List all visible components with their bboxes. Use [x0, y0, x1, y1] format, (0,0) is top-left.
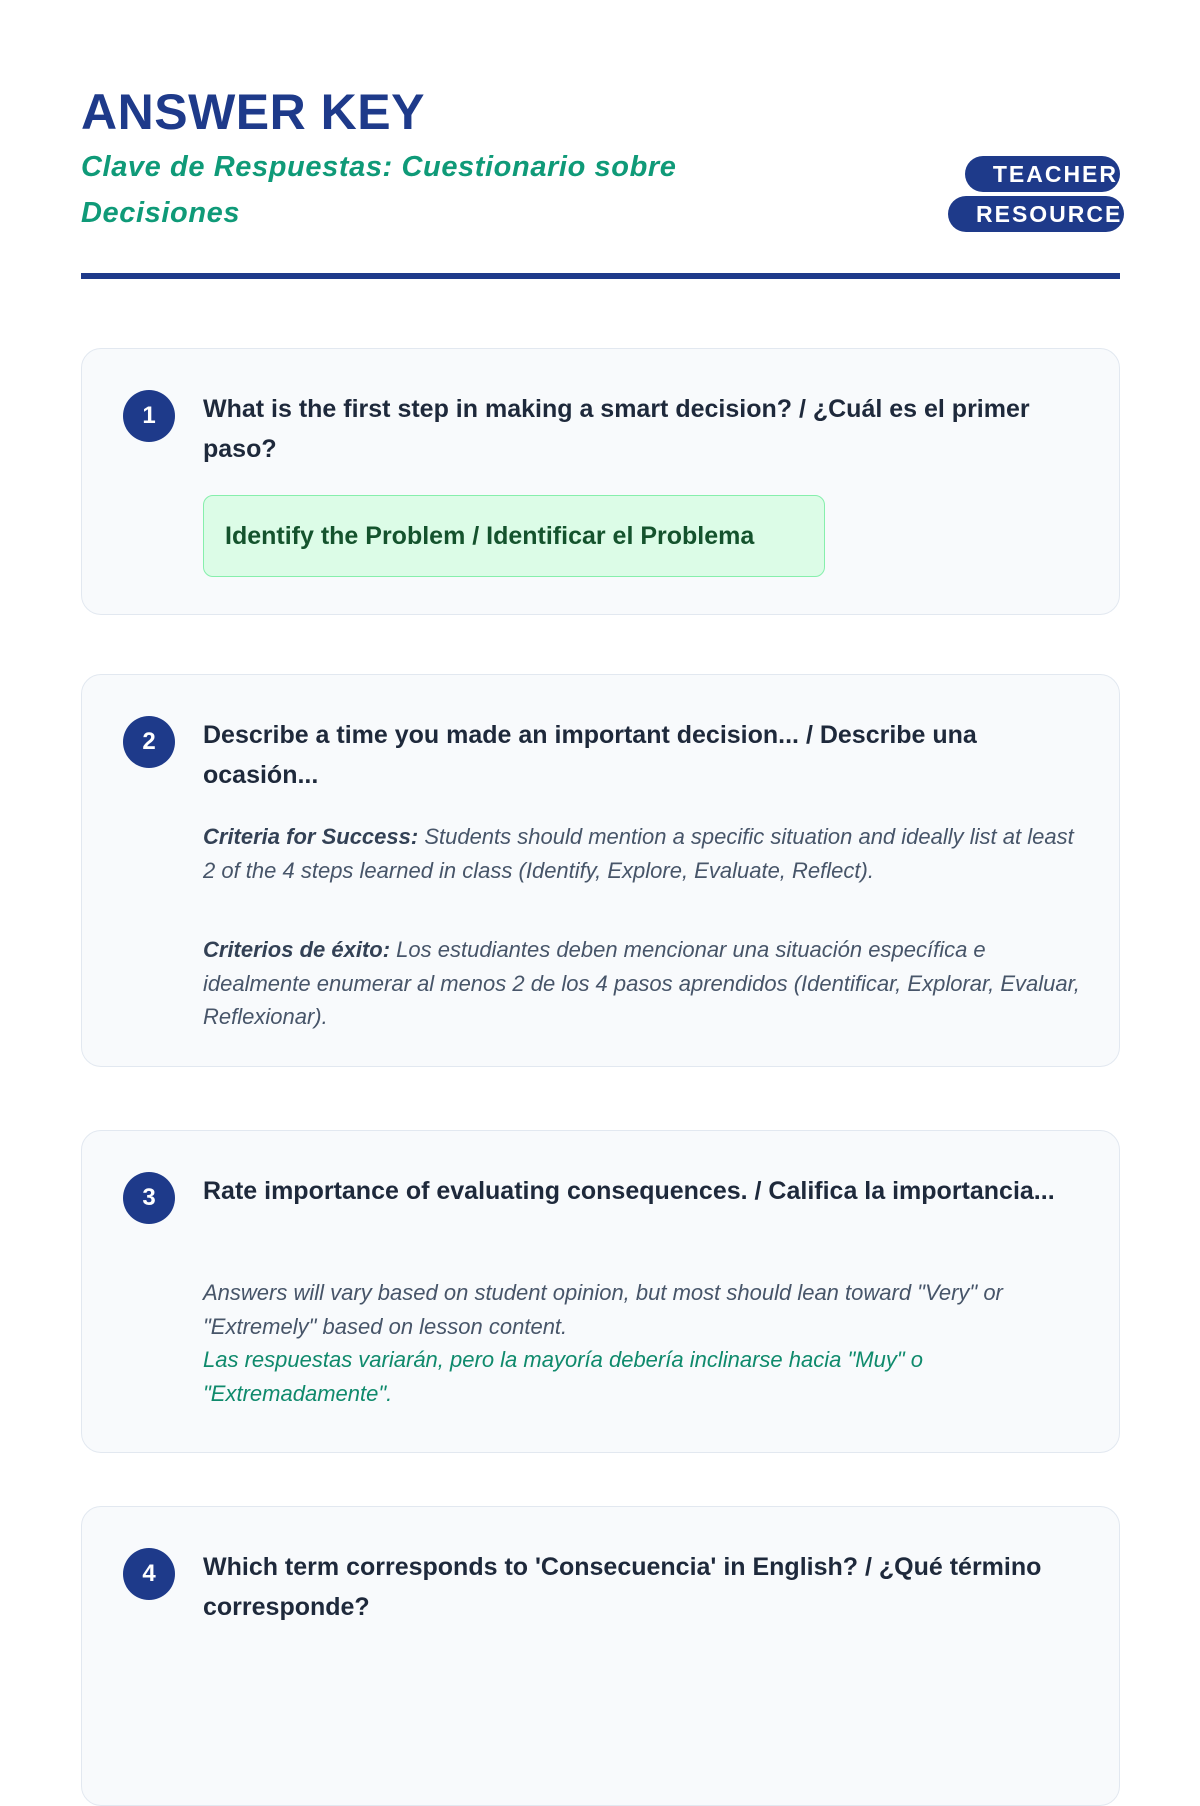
criteria-english: [203, 820, 1083, 887]
teacher-resource-badge: [948, 154, 1123, 234]
question-text: Rate importance of evaluating consequences. / Califica la importancia...: [203, 1177, 1055, 1205]
criteria-english-text: Students should mention a specific situation and ideally list at least 2 of the 4 steps learned in class (Identify, Explore, Evaluate, Reflect).: [203, 824, 1074, 883]
question-number-badge: 4: [123, 1548, 175, 1600]
question-card-1: [81, 348, 1120, 615]
criteria-english-label: Criteria for Success:: [203, 824, 419, 849]
question-number-badge: 1: [123, 390, 175, 442]
question-text: Describe a time you made an important decision... / Describe una ocasión...: [203, 721, 977, 789]
answer-key-page: [81, 80, 1123, 1621]
question-card-4: [81, 1506, 1120, 1806]
badge-label: TEACHER RESOURCE: [948, 156, 1124, 232]
answer-note-spanish: Las respuestas variarán, pero la mayoría debería inclinarse hacia "Muy" o "Extremadamente".: [203, 1347, 923, 1406]
question-text: Which term corresponds to 'Consecuencia' in English? / ¿Qué término corresponde?: [203, 1553, 1042, 1621]
criteria-spanish-text: Los estudiantes deben mencionar una situación específica e idealmente enumerar al menos 2 de los 4 pasos aprendidos (Identificar, Explorar, Evaluar, Reflexionar).: [203, 937, 1080, 1029]
criteria-spanish-label: Criterios de éxito:: [203, 937, 391, 962]
criteria-spanish: [203, 933, 1083, 1034]
answer-note: [203, 1276, 1019, 1410]
question-number-badge: 3: [123, 1172, 175, 1224]
question-number-badge: 2: [123, 716, 175, 768]
question-text: What is the first step in making a smart decision? / ¿Cuál es el primer paso?: [203, 395, 1030, 463]
header: [81, 80, 1123, 280]
page-subtitle: Clave de Respuestas: Cuestionario sobre Decisiones: [81, 151, 677, 229]
page-title: ANSWER KEY: [81, 84, 425, 140]
question-card-3: [81, 1130, 1120, 1453]
answer-note-english: Answers will vary based on student opinion, but most should lean toward "Very" or "Extremely" based on lesson content.: [203, 1280, 1003, 1339]
correct-answer-box: Identify the Problem / Identificar el Problema: [203, 495, 825, 577]
header-divider: [81, 273, 1120, 279]
question-card-2: [81, 674, 1120, 1067]
